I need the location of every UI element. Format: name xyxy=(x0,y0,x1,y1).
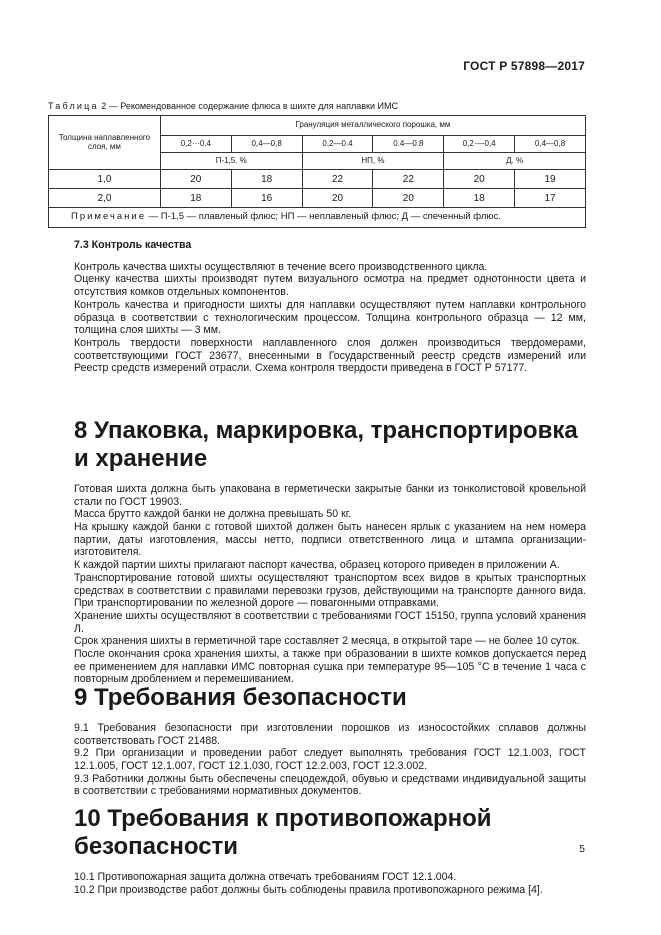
section-heading: 10 Требования к противопожарной безопасности xyxy=(74,804,492,860)
flux-type-header: НП, % xyxy=(302,153,444,170)
table-row xyxy=(49,189,586,208)
paragraph: После окончания срока хранения шихты, а также при образовании в шихте комков допускается перед ее применением для наплавки ИМС повторная сушка при температуре 95—105 °С в течение 1 часа с повторным дроблением и перемешиванием. xyxy=(74,648,586,686)
granulation-header: 0,4—0,8 xyxy=(515,136,586,153)
value-cell: 18 xyxy=(160,189,231,208)
value-cell: 20 xyxy=(373,189,444,208)
value-cell: 22 xyxy=(373,170,444,189)
paragraph: Контроль качества шихты осуществляют в течение всего производственного цикла. xyxy=(74,260,488,273)
value-cell: 20 xyxy=(302,189,373,208)
paragraph: 9.3 Работники должны быть обеспечены спецодеждой, обувью и средствами индивидуальной защиты в соответствии с требованиями нормативных документов. xyxy=(74,772,586,798)
table-caption-prefix: Таблица xyxy=(48,101,99,111)
table-note-label: Примечание xyxy=(71,211,146,223)
flux-type-header: Д. % xyxy=(444,153,586,170)
thickness-cell: 2,0 xyxy=(49,189,161,208)
paragraph: Транспортирование готовой шихты осуществляют транспортом всех видов в крытых транспортных средствах в соответствии с правилами перевозки грузов, действующими на транспорте данного вида. При транспортировании по железной дороге — повагонными отправками. xyxy=(74,571,586,610)
table-note xyxy=(49,208,586,228)
paragraph: Контроль твердости поверхности наплавленного слоя должен производиться твердомерами, соответствующими ГОСТ 23677, внесенными в Государственный реестр средств измерений или Реестр средств измерений отрасли. Схема контроля твердости приведена в ГОСТ Р 57177. xyxy=(74,336,586,375)
value-cell: 17 xyxy=(515,189,586,208)
page-number: 5 xyxy=(579,843,585,855)
granulation-header: 0,2···0,4 xyxy=(160,136,231,153)
table-caption-text: 2 — Рекомендованное содержание флюса в шихте для наплавки ИМС xyxy=(98,101,398,111)
section-heading: 7.3 Контроль качества xyxy=(74,239,192,251)
section-heading: 9 Требования безопасности xyxy=(74,683,407,711)
thickness-cell: 1,0 xyxy=(49,170,161,189)
value-cell: 20 xyxy=(444,170,515,189)
paragraph: Контроль качества и пригодности шихты для наплавки осуществляют путем наплавки контрольного образца в соответствии с технологическим процессом. Толщина контрольного образца — 12 мм, толщина слоя шихты — 3 мм. xyxy=(74,298,586,337)
section-7-3 xyxy=(74,239,586,375)
paragraph: 9.1 Требования безопасности при изготовлении порошков из износостойких сплавов должны соответствовать ГОСТ 21488. xyxy=(74,721,586,747)
section-8 xyxy=(74,397,586,686)
value-cell: 22 xyxy=(302,170,373,189)
section-10 xyxy=(74,785,586,896)
granulation-header: 0,4—0,8 xyxy=(231,136,302,153)
paragraph: Хранение шихты осуществляют в соответствии с требованиями ГОСТ 15150, группа условий хранения Л. xyxy=(74,609,586,635)
section-9 xyxy=(74,664,586,798)
table-row xyxy=(49,170,586,189)
value-cell: 20 xyxy=(160,170,231,189)
flux-type-header: П-1,5. % xyxy=(160,153,302,170)
value-cell: 19 xyxy=(515,170,586,189)
paragraph: К каждой партии шихты прилагают паспорт качества, образец которого приведен в приложении А. xyxy=(74,559,560,572)
value-cell: 18 xyxy=(231,170,302,189)
table-note-text: — П-1,5 — плавленый флюс; НП — неплавленый флюс; Д — спеченный флюс. xyxy=(146,211,501,223)
granulation-header: 0.4—0.8 xyxy=(373,136,444,153)
value-cell: 16 xyxy=(231,189,302,208)
granulation-header: 0,2—0.4 xyxy=(302,136,373,153)
paragraph: 9.2 При организации и проведении работ следует выполнять требования ГОСТ 12.1.003, ГОСТ 12.1.005, ГОСТ 12.1.007, ГОСТ 12.1.030, ГОСТ 12.2.003, ГОСТ 12.3.002. xyxy=(74,747,586,773)
table-caption xyxy=(48,101,398,111)
paragraph: 10.2 При производстве работ должны быть соблюдены правила противопожарного режима [4]. xyxy=(74,883,543,896)
thickness-column-header: Толщина наплавленного слоя, мм xyxy=(49,116,161,170)
granulation-header: 0,2·—0,4 xyxy=(444,136,515,153)
paragraph: На крышку каждой банки с готовой шихтой должен быть нанесен ярлык с указанием на нем номера партии, даты изготовления, массы нетто, подписи ответственного лица и штампа организации-изготовителя. xyxy=(74,521,586,559)
paragraph: 10.1 Противопожарная защита должна отвечать требованиям ГОСТ 12.1.004. xyxy=(74,870,457,883)
paragraph: Оценку качества шихты производят путем визуального осмотра на предмет однотонности цвета и отсутствия комков отдельных компонентов. xyxy=(74,273,586,299)
granulation-group-header: Грануляция металлического порошка, мм xyxy=(160,116,585,136)
flux-content-table xyxy=(48,115,586,228)
paragraph: Масса брутто каждой банки не должна превышать 50 кг. xyxy=(74,508,352,521)
paragraph: Готовая шихта должна быть упакована в герметически закрытые банки из тонколистовой кровельной стали по ГОСТ 19903. xyxy=(74,482,586,508)
paragraph: Срок хранения шихты в герметичной таре составляет 2 месяца, в открытой таре — не более 10 суток. xyxy=(74,635,580,648)
document-code: ГОСТ Р 57898—2017 xyxy=(463,59,585,73)
section-heading: 8 Упаковка, маркировка, транспортировка и хранение xyxy=(74,416,578,472)
value-cell: 18 xyxy=(444,189,515,208)
